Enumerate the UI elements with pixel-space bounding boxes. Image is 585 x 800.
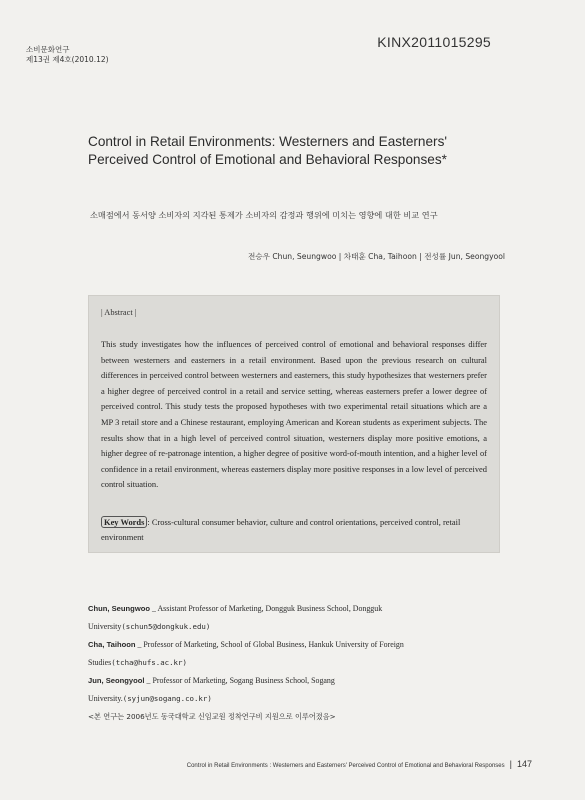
author-name: Cha, Taihoon [88,640,136,649]
affiliation-separator: _ [150,604,158,613]
affiliation-2-cont [88,654,508,672]
korean-title: 소매점에서 동서양 소비자의 지각된 통제가 소비자의 감정과 행위에 미치는 영향에 대한 비교 연구 [90,210,438,220]
affiliation-2 [88,636,508,654]
affiliation-continuation: University. [88,694,123,703]
affiliation-description: Professor of Marketing, Sogang Business School, Sogang [152,676,335,685]
abstract-text: This study investigates how the influences of perceived control of emotional and behavioral responses differ between westerners and easterners in a retail environment. Based upon the previous research on cultural differences in perceived control between westerners and easterners, this study hypothesizes that westerners prefer a higher degree of perceived control in a retail and service setting, whereas easterners prefer a lower degree of perceived control. This study tests the proposed hypotheses with two experimental retail situations which are a MP 3 retail store and a Chinese restaurant, employing American and Korean students as experiment subjects. The results show that in a high level of perceived control situation, westerners display more positive emotions, a higher degree of re-patronage intention, a higher degree of positive word-of-mouth intention, and a higher level of confidence in a retail environment, whereas easterners display more positive responses in a low level of perceived control situation. [101,339,487,490]
running-title: Control in Retail Environments : Westerners and Easterners' Perceived Control of Emotional and Behavioral Responses [186,763,505,769]
page-number: 147 [516,759,532,769]
document-id: KINX2011015295 [377,34,491,50]
author-name: Chun, Seungwoo [88,604,151,613]
affiliation-continuation: University [88,622,122,631]
page-footer [187,759,532,769]
author-email[interactable]: (syjun@sogang.co.kr) [122,694,212,703]
title-line-2: Perceived Control of Emotional and Behavioral Responses* [88,152,447,167]
affiliation-continuation: Studies [88,658,112,667]
affiliation-3 [88,672,508,690]
abstract-box [88,295,500,553]
author-list: 전승우 Chun, Seungwoo | 차태훈 Cha, Taihoon | 전성률 Jun, Seongyool [247,252,505,261]
paper-title [88,133,528,169]
author-email[interactable]: (schun5@dongkuk.edu) [121,622,211,631]
journal-header [26,45,109,65]
journal-name: 소비문화연구 [26,45,70,54]
author-email[interactable]: (tcha@hufs.ac.kr) [111,658,187,667]
keywords-label: Key Words [101,516,147,528]
abstract-label: | Abstract | [101,308,137,317]
affiliation-description: Assistant Professor of Marketing, Dongguk Business School, Dongguk [157,604,383,613]
author-name: Jun, Seongyool [88,676,145,685]
keywords-text: : Cross-cultural consumer behavior, culture and control orientations, perceived control, retail environment [101,517,461,542]
title-line-1: Control in Retail Environments: Westerners and Easterners' [88,134,447,149]
volume-issue: 제13권 제4호(2010.12) [26,55,109,64]
author-affiliations [88,600,508,726]
affiliation-separator: _ [144,676,153,685]
affiliation-separator: _ [135,640,144,649]
affiliation-1 [88,600,508,618]
affiliation-3-cont [88,690,508,708]
keywords [101,515,487,544]
affiliation-description: Professor of Marketing, School of Global Business, Hankuk University of Foreign [143,640,404,649]
funding-note: <본 연구는 2006년도 동국대학교 신임교원 정착연구비 지원으로 이루어졌음> [88,712,336,721]
affiliation-1-cont [88,618,508,636]
footer-separator: | [509,759,512,769]
